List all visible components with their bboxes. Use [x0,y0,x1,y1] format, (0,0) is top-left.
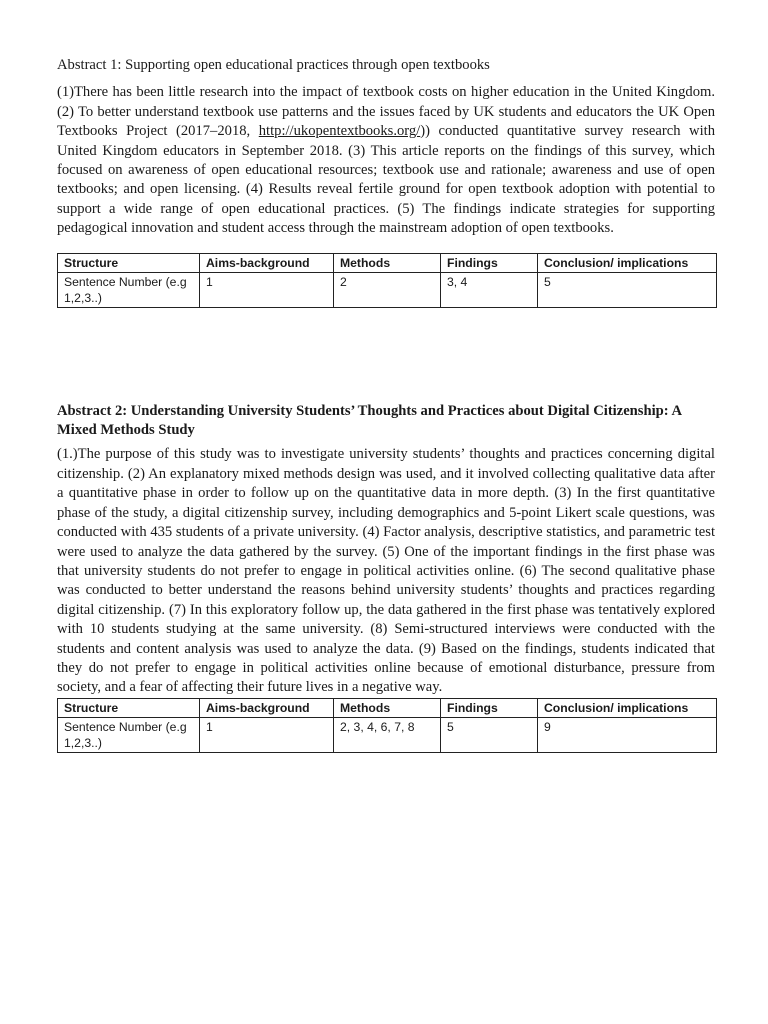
cell-findings: 5 [441,717,538,752]
abstract-2-paragraph: (1.)The purpose of this study was to investigate university students’ thoughts and practices concerning digital citizenship. (2) An explanatory mixed methods design was used, and it involved collecting qualitative data after a quantitative phase in order to follow up on the quantitative data in more depth. (3) In the first quantitative phase of the study, a digital citizenship survey, including demographics and 5-point Likert scale questions, was conducted with 435 students of a private university. (4) Factor analysis, descriptive statistics, and parametric test were used to analyze the data gathered by the survey. (5) One of the important findings in the first phase was that university students do not prefer to engage in political activities online. (6) The second qualitative phase was conducted to better understand the reasons behind university students’ thoughts and practices regarding digital citizenship. (7) In this exploratory follow up, the data gathered in the first phase was tentatively explored with 10 students studying at the same university. (8) Semi-structured interviews were conducted with the students and content analysis was used to analyze the data. (9) Based on the findings, students indicated that they do not prefer to engage in political activities online because of emotional disturbance, pressure from society, and a fear of affecting their future lives in a negative way. [57,446,715,696]
abstract-1-text-part-1: (1)There has been little research into the impact of textbook costs on higher education in the United Kingdom. (2) To better understand textbook use patterns and the issues faced by UK students and educators the UK Open Textbooks Project (2017–2018, [57,84,715,140]
table-header-row [58,253,717,272]
cell-structure: Sentence Number (e.g 1,2,3..) [58,717,200,752]
ukopentextbooks-link[interactable]: http://ukopentextbooks.org/ [258,123,421,140]
header-aims-background: Aims-background [200,698,334,717]
header-aims-background: Aims-background [200,253,334,272]
cell-methods: 2 [334,272,441,307]
table-header-row [58,698,717,717]
abstract-1-paragraph [57,83,715,238]
cell-findings: 3, 4 [441,272,538,307]
header-findings: Findings [441,253,538,272]
cell-aims-background: 1 [200,717,334,752]
cell-methods: 2, 3, 4, 6, 7, 8 [334,717,441,752]
header-methods: Methods [334,698,441,717]
abstract-2-structure-table [57,698,717,753]
abstract-1-structure-table [57,253,717,308]
header-structure: Structure [58,253,200,272]
cell-conclusion: 9 [538,717,717,752]
header-structure: Structure [58,698,200,717]
header-conclusion: Conclusion/ implications [538,253,717,272]
abstract-1-section [57,52,715,308]
header-findings: Findings [441,698,538,717]
abstract-2-title: Abstract 2: Understanding University Students’ Thoughts and Practices about Digital Citizenship: A Mixed Methods Study [57,402,682,439]
abstract-1-title: Abstract 1: Supporting open educational practices through open textbooks [57,57,490,73]
cell-conclusion: 5 [538,272,717,307]
abstract-1-text-part-2: )) conducted quantitative survey research with United Kingdom educators in September 2018. (3) This article reports on the findings of this survey, which focused on awareness of open educational resources; textbook use and rationale; awareness and use of open textbooks; and open licensing. (4) Results reveal fertile ground for open textbook adoption with potential to support a wide range of open educational practices. (5) The findings indicate strategies for supporting pedagogical innovation and student access through the mainstream adoption of open textbooks. [57,123,715,237]
header-methods: Methods [334,253,441,272]
header-conclusion: Conclusion/ implications [538,698,717,717]
table-row [58,717,717,752]
abstract-2-section [57,402,715,753]
document-page [57,52,715,753]
table-row [58,272,717,307]
cell-structure: Sentence Number (e.g 1,2,3..) [58,272,200,307]
cell-aims-background: 1 [200,272,334,307]
